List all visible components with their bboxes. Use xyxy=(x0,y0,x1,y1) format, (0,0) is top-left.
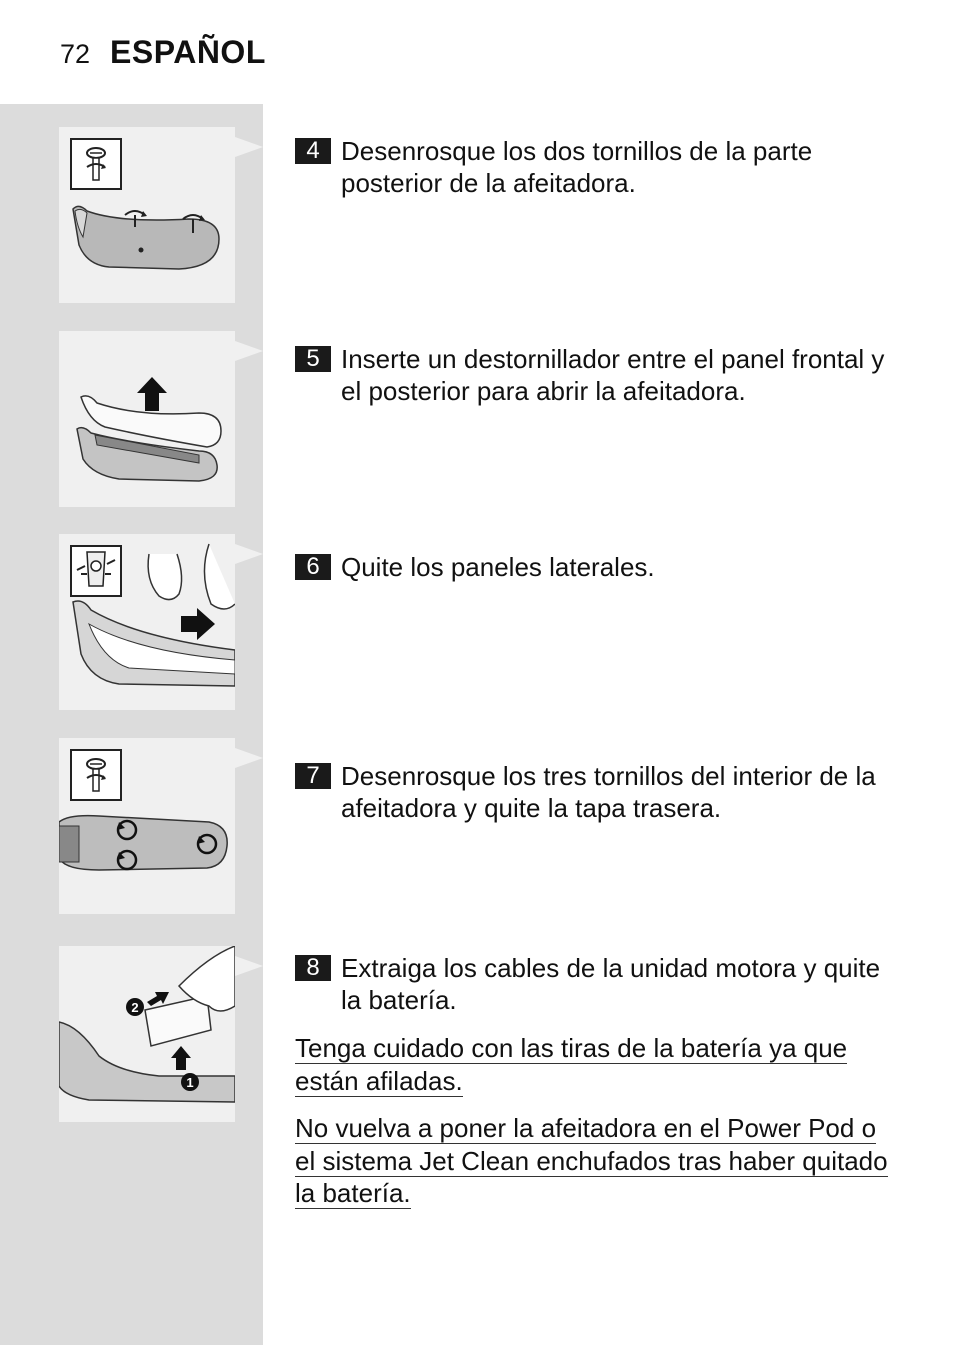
right-arrow-icon xyxy=(181,608,215,640)
figure-remove-battery xyxy=(59,946,235,1122)
callout-label: 1 xyxy=(186,1075,194,1090)
step-number: 4 xyxy=(295,138,331,164)
figure-pointer xyxy=(235,748,263,768)
step-number: 8 xyxy=(295,955,331,981)
callout-2-icon xyxy=(126,998,144,1016)
step-number: 5 xyxy=(295,346,331,372)
step-text: Inserte un destornillador entre el panel frontal y el posterior para abrir la afeitadora. xyxy=(341,344,885,406)
up-arrow-icon xyxy=(171,1046,191,1070)
warning-note-sharp-strips xyxy=(295,1032,855,1097)
up-arrow-icon xyxy=(137,377,167,411)
right-arrow-icon xyxy=(147,992,169,1006)
step-text: Desenrosque los dos tornillos de la parte posterior de la afeitadora. xyxy=(341,136,813,198)
figure-pointer xyxy=(235,544,263,564)
note-text: No vuelva a poner la afeitadora en el Power Pod o el sistema Jet Clean enchufados tras haber quitado la batería. xyxy=(295,1113,888,1208)
step-5 xyxy=(295,343,895,407)
section-title: ESPAÑOL xyxy=(110,34,266,70)
page-number: 72 xyxy=(60,39,91,69)
step-text: Quite los paneles laterales. xyxy=(341,552,655,582)
figure-unscrew-inner-screws xyxy=(59,738,235,914)
step-7 xyxy=(295,760,895,824)
figure-pointer xyxy=(235,956,263,976)
step-6 xyxy=(295,551,895,583)
figure-pointer xyxy=(235,341,263,361)
step-4 xyxy=(295,135,895,199)
step-text: Desenrosque los tres tornillos del interior de la afeitadora y quite la tapa trasera. xyxy=(341,761,876,823)
step-number: 6 xyxy=(295,554,331,580)
figure-remove-side-panels xyxy=(59,534,235,710)
warning-note-power-pod xyxy=(295,1112,895,1210)
note-text: Tenga cuidado con las tiras de la batería ya que están afiladas. xyxy=(295,1033,848,1096)
callout-1-icon xyxy=(181,1073,199,1091)
callout-label: 2 xyxy=(131,1000,139,1015)
figure-pointer xyxy=(235,137,263,157)
step-number: 7 xyxy=(295,763,331,789)
figure-open-shaver xyxy=(59,331,235,507)
figure-unscrew-back-screws xyxy=(59,127,235,303)
step-text: Extraiga los cables de la unidad motora y quite la batería. xyxy=(341,953,881,1015)
step-8 xyxy=(295,952,895,1016)
page-header xyxy=(60,34,266,71)
